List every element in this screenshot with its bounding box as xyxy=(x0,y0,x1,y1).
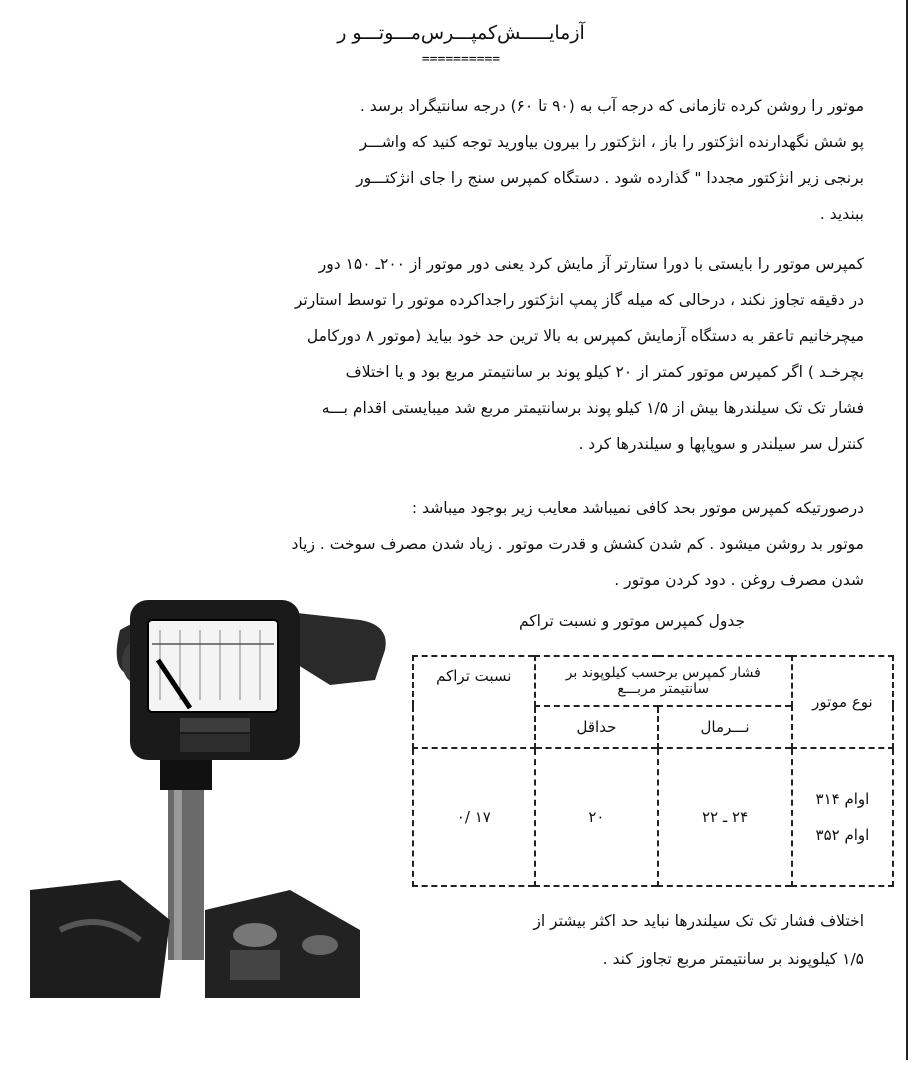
paragraph-symptoms xyxy=(134,490,864,598)
header-compression-ratio: نسبت تراکم xyxy=(413,656,535,748)
header-normal: نـــرمال xyxy=(658,706,792,748)
engine-model: اوام ۳۵۲ xyxy=(815,826,870,844)
engine-type-cell xyxy=(792,748,893,886)
title-underline: ========== xyxy=(421,52,501,67)
text-line: کمپرس موتور را بایستی با دورا ستارتر آز مایش کرد یعنی دور موتور از ۲۰۰ـ ۱۵۰ دور xyxy=(318,255,864,273)
text-line: پو شش نگهدارنده انژکتور را باز ، انژکتور را بیرون بیاورید توجه کنید که واشـــر xyxy=(359,133,864,151)
text-line: موتور را روشن کرده تازمانی که درجه آب به (۹۰ تا ۶۰) درجه سانتیگراد برسد . xyxy=(359,97,864,115)
header-engine-type: نوع موتور xyxy=(792,656,893,748)
text-line: برنجی زیر انژکتور مجددا " گذارده شود . دستگاه کمپرس سنج را جای انژکتـــور xyxy=(356,169,864,187)
margin-rule xyxy=(906,0,908,1060)
header-pressure: فشار کمپرس برحسب کیلوپوند بر سانتیمتر مربـــع xyxy=(535,656,792,706)
text-line: درصورتیکه کمپرس موتور بحد کافی نمیباشد معایب زیر بوجود میباشد : xyxy=(411,499,864,517)
compression-table xyxy=(412,655,894,887)
text-line: شدن مصرف روغن . دود کردن موتور . xyxy=(614,571,864,589)
text-line: ببندید . xyxy=(819,205,864,223)
text-line: موتور بد روشن میشود . کم شدن کشش و قدرت موتور . زیاد شدن مصرف سوخت . زیاد xyxy=(291,535,864,553)
page-title: آزمایـــــش‌کمپـــرس‌مـــوتـــو ر xyxy=(337,22,585,44)
text-line: در دقیقه تجاوز نکند ، درحالی که میله گاز پمپ انژکتور راجداکرده موتور را توسط استارتر xyxy=(294,291,864,309)
table-caption: جدول کمپرس موتور و نسبت تراکم xyxy=(518,612,746,630)
text-line: کنترل سر سیلندر و سوپاپها و سیلندرها کرد . xyxy=(578,435,864,453)
cylinder-difference-note xyxy=(394,902,864,978)
minimum-pressure-cell: ۲۰ xyxy=(535,748,659,886)
compression-gauge-photo xyxy=(30,590,405,998)
engine-model: اوام ۳۱۴ xyxy=(815,790,870,808)
compression-ratio-cell: ۱۷ /۰ xyxy=(413,748,535,886)
paragraph-test xyxy=(134,246,864,462)
text-line: میچرخانیم تاعقر به دستگاه آزمایش کمپرس به بالا ترین حد خود بیاید (موتور ۸ دورکامل xyxy=(306,327,864,345)
text-line: ۱/۵ کیلوپوند بر سانتیمتر مربع تجاوز کند . xyxy=(602,950,864,968)
normal-pressure-cell: ۲۴ ـ ۲۲ xyxy=(658,748,792,886)
text-line: بچرخـد ) اگر کمپرس موتور کمتر از ۲۰ کیلو پوند بر سانتیمتر مربع بود و یا اختلاف xyxy=(345,363,864,381)
text-line: فشار تک تک سیلندرها بیش از ۱/۵ کیلو پوند برسانتیمتر مربع شد میبایستی اقدام بـــه xyxy=(321,399,864,417)
paragraph-procedure xyxy=(134,88,864,232)
text-line: اختلاف فشار تک تک سیلندرها نباید حد اکثر بیشتر از xyxy=(533,912,864,930)
header-minimum: حداقل xyxy=(535,706,659,748)
